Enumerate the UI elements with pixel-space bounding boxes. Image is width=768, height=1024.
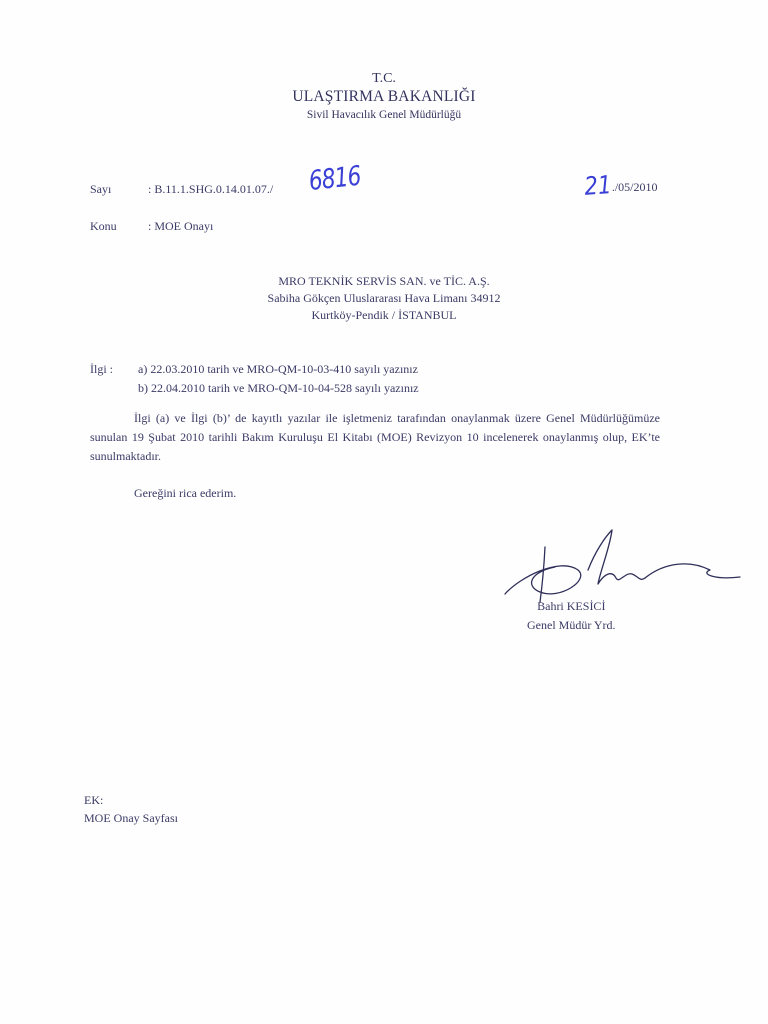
- signer-name: Bahri KESİCİ: [537, 599, 606, 613]
- date: [582, 171, 657, 200]
- attachment-block: [84, 791, 178, 827]
- letterhead-line-1: T.C.: [372, 71, 396, 86]
- letterhead: [0, 70, 768, 123]
- reference-item-a: a) 22.03.2010 tarih ve MRO-QM-10-03-410 sayılı yazınız: [138, 362, 418, 376]
- closing-line: Gereğini rica ederim.: [134, 486, 237, 500]
- sayi-row: [90, 182, 273, 197]
- sayi-label: Sayı: [90, 182, 112, 196]
- body-paragraph-text: İlgi (a) ve İlgi (b)’ de kayıtlı yazılar ile işletmeniz tarafından onaylanmak üzere Genel Müdürlüğümüze sunulan 19 Şubat 2010 tarihli Bakım Kuruluşu El Kitabı (MOE) Revizyon 10 incelenerek onaylanmış olup, EK’te sunulmaktadır.: [90, 411, 660, 463]
- body-paragraph: [90, 409, 660, 466]
- reference-label: İlgi :: [90, 362, 113, 376]
- addressee-block: [0, 273, 768, 324]
- signer-block: [527, 597, 616, 635]
- konu-label: Konu: [90, 219, 117, 233]
- letterhead-ministry: ULAŞTIRMA BAKANLIĞI: [292, 88, 476, 105]
- handwritten-day: 21: [583, 170, 613, 201]
- konu-row: [90, 219, 213, 234]
- sayi-value: : B.11.1.SHG.0.14.01.07./: [148, 182, 274, 196]
- addressee-city: Kurtköy-Pendik / İSTANBUL: [311, 308, 457, 322]
- date-printed: ./05/2010: [611, 180, 658, 194]
- reference-item-b: b) 22.04.2010 tarih ve MRO-QM-10-04-528 sayılı yazınız: [138, 381, 419, 395]
- signer-title: Genel Müdür Yrd.: [527, 618, 616, 632]
- handwritten-document-number: 6816: [307, 160, 363, 197]
- letterhead-directorate: Sivil Havacılık Genel Müdürlüğü: [306, 109, 462, 121]
- addressee-company: MRO TEKNİK SERVİS SAN. ve TİC. A.Ş.: [278, 274, 490, 288]
- attachment-item: MOE Onay Sayfası: [84, 811, 178, 825]
- addressee-address: Sabiha Gökçen Uluslararası Hava Limanı 34912: [267, 291, 501, 305]
- attachment-label: EK:: [84, 793, 104, 807]
- konu-value: : MOE Onayı: [148, 219, 214, 233]
